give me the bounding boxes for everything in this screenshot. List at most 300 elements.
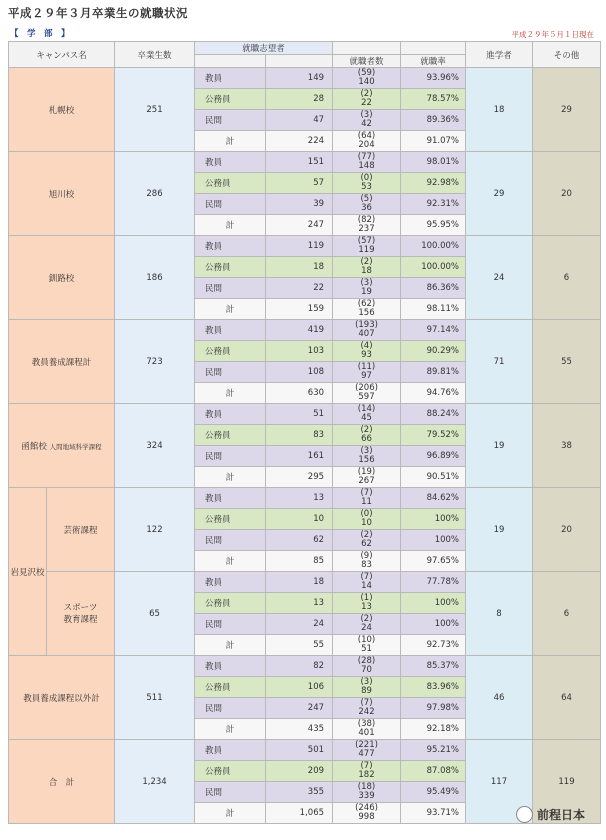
employed-sub-count: (1): [360, 593, 373, 603]
employment-rate: 92.18%: [401, 719, 466, 740]
employed-value: 339: [358, 791, 375, 801]
employed-cell: [333, 761, 401, 782]
employment-rate: 84.62%: [401, 488, 466, 509]
employment-rate: 100.00%: [401, 236, 466, 257]
header-applicants: 就職志望者: [195, 42, 333, 55]
type-label: [195, 362, 266, 383]
employed-cell: [333, 173, 401, 194]
employment-rate: 98.11%: [401, 299, 466, 320]
type-label: [195, 257, 266, 278]
type-label-text: 公務員: [205, 179, 231, 189]
campus-name-sub: 人間地域科学課程: [49, 442, 102, 451]
type-label-text: 公務員: [205, 431, 231, 441]
type-label-text: 民間: [205, 704, 223, 714]
advanced-count: 29: [466, 152, 533, 236]
employed-cell: [333, 467, 401, 488]
employed-sub-count: (5): [360, 194, 373, 204]
campus-name-iwamizawa: 岩見沢校: [9, 488, 47, 656]
employment-rate: 92.73%: [401, 635, 466, 656]
employed-sub-count: (38): [357, 719, 376, 729]
employed-cell: [333, 656, 401, 677]
table-row: [9, 656, 601, 677]
applicants-value: 501: [266, 740, 333, 761]
employed-sub-count: (2): [360, 614, 373, 624]
employed-sub-count: (19): [357, 467, 376, 477]
advanced-count: 24: [466, 236, 533, 320]
employed-sub-count: (7): [360, 698, 373, 708]
type-label: 計: [195, 467, 266, 488]
type-label: [195, 509, 266, 530]
employed-cell: [333, 257, 401, 278]
employment-rate: 85.37%: [401, 656, 466, 677]
applicants-value: 106: [266, 677, 333, 698]
employed-cell: [333, 509, 401, 530]
type-label: [195, 761, 266, 782]
other-count: 64: [533, 656, 601, 740]
header-advanced: 進学者: [466, 42, 533, 68]
type-label-text: 教員: [205, 74, 223, 84]
table-row: [9, 320, 601, 341]
employment-rate: 77.78%: [401, 572, 466, 593]
employed-sub-count: (206): [355, 383, 378, 393]
header-graduates: 卒業生数: [115, 42, 195, 68]
employed-value: 204: [358, 140, 375, 150]
employment-rate: 87.08%: [401, 761, 466, 782]
header-employed: 就職者数: [333, 55, 401, 68]
employed-sub-count: (3): [360, 110, 373, 120]
employed-cell: [333, 698, 401, 719]
type-label: 計: [195, 635, 266, 656]
campus-name-main: 函館校: [21, 441, 47, 452]
type-label: [195, 278, 266, 299]
advanced-count: 46: [466, 656, 533, 740]
type-label-text: 公務員: [205, 515, 231, 525]
type-label: 計: [195, 131, 266, 152]
employed-sub-count: (221): [355, 740, 378, 750]
employed-sub-count: (193): [355, 320, 378, 330]
type-label: [195, 236, 266, 257]
employed-cell: [333, 131, 401, 152]
employed-cell: [333, 152, 401, 173]
employed-value: 148: [358, 161, 375, 171]
employed-sub-count: (3): [360, 677, 373, 687]
type-label: [195, 446, 266, 467]
applicants-value: 119: [266, 236, 333, 257]
type-label: [195, 593, 266, 614]
page-title: 平成２９年３月卒業生の就職状況: [8, 6, 188, 20]
employed-value: 14: [361, 581, 372, 591]
applicants-value: 247: [266, 698, 333, 719]
course-name-line2: 教育課程: [63, 614, 98, 625]
employed-value: 156: [358, 308, 375, 318]
employed-cell: [333, 782, 401, 803]
employed-sub-count: (9): [360, 551, 373, 561]
other-count: 38: [533, 404, 601, 488]
header-rate: 就職率: [401, 55, 466, 68]
employment-rate: 100%: [401, 614, 466, 635]
campus-name: 教員養成課程計: [9, 320, 115, 404]
type-label: [195, 530, 266, 551]
employed-value: 597: [358, 392, 375, 402]
type-label-text: 公務員: [205, 263, 231, 273]
employed-value: 401: [358, 728, 375, 738]
advanced-count: 19: [466, 404, 533, 488]
type-label-text: 教員: [205, 242, 223, 252]
employed-sub-count: (64): [357, 131, 376, 141]
employment-rate: 100.00%: [401, 257, 466, 278]
employed-sub-count: (82): [357, 215, 376, 225]
employment-rate: 97.98%: [401, 698, 466, 719]
graduates-count: 511: [115, 656, 195, 740]
applicants-value: 247: [266, 215, 333, 236]
graduates-count: 65: [115, 572, 195, 656]
campus-name: 教員養成課程以外計: [9, 656, 115, 740]
as-of-date: 平成２９年５月１日現在: [511, 30, 594, 39]
employed-sub-count: (2): [360, 257, 373, 267]
employment-rate: 100%: [401, 509, 466, 530]
employment-rate: 91.07%: [401, 131, 466, 152]
employed-sub-count: (246): [355, 803, 378, 813]
employment-table: [8, 41, 601, 824]
employment-rate: 78.57%: [401, 89, 466, 110]
employed-value: 53: [361, 182, 372, 192]
type-label-text: 教員: [205, 410, 223, 420]
applicants-value: 83: [266, 425, 333, 446]
employment-rate: 89.81%: [401, 362, 466, 383]
employment-rate: 93.71%: [401, 803, 466, 824]
type-label: [195, 656, 266, 677]
applicants-value: 630: [266, 383, 333, 404]
type-label: [195, 614, 266, 635]
employed-value: 477: [358, 749, 375, 759]
applicants-value: 355: [266, 782, 333, 803]
other-count: 119: [533, 740, 601, 824]
applicants-value: 85: [266, 551, 333, 572]
employed-value: 66: [361, 434, 372, 444]
applicants-value: 1,065: [266, 803, 333, 824]
employed-value: 11: [361, 497, 372, 507]
employed-value: 156: [358, 455, 375, 465]
employment-rate: 86.36%: [401, 278, 466, 299]
employed-sub-count: (3): [360, 446, 373, 456]
employed-sub-count: (7): [360, 488, 373, 498]
campus-name: 合 計: [9, 740, 115, 824]
type-label: [195, 572, 266, 593]
employed-sub-count: (2): [360, 530, 373, 540]
applicants-value: 108: [266, 362, 333, 383]
campus-name: 旭川校: [9, 152, 115, 236]
type-label: [195, 677, 266, 698]
header-campus: キャンパス名: [9, 42, 115, 68]
campus-name: 釧路校: [9, 236, 115, 320]
applicants-value: 22: [266, 278, 333, 299]
employed-value: 93: [361, 350, 372, 360]
applicants-value: 28: [266, 89, 333, 110]
employed-value: 10: [361, 518, 372, 528]
applicants-value: 57: [266, 173, 333, 194]
employed-sub-count: (62): [357, 299, 376, 309]
type-label-text: 民間: [205, 452, 223, 462]
employed-cell: [333, 425, 401, 446]
applicants-value: 47: [266, 110, 333, 131]
employed-cell: [333, 68, 401, 89]
employed-value: 13: [361, 602, 372, 612]
employment-rate: 98.01%: [401, 152, 466, 173]
type-label-text: 教員: [205, 746, 223, 756]
employed-sub-count: (3): [360, 278, 373, 288]
type-label: 計: [195, 215, 266, 236]
employed-value: 119: [358, 245, 375, 255]
type-label: 計: [195, 299, 266, 320]
wechat-icon: [516, 806, 533, 823]
graduates-count: 723: [115, 320, 195, 404]
employed-cell: [333, 404, 401, 425]
employed-value: 70: [361, 665, 372, 675]
applicants-value: 419: [266, 320, 333, 341]
header-other: その他: [533, 42, 601, 68]
employed-value: 407: [358, 329, 375, 339]
type-label: [195, 782, 266, 803]
employment-rate: 79.52%: [401, 425, 466, 446]
employment-rate: 93.96%: [401, 68, 466, 89]
employed-cell: [333, 572, 401, 593]
type-label: 計: [195, 803, 266, 824]
employed-cell: [333, 89, 401, 110]
graduates-count: 1,234: [115, 740, 195, 824]
advanced-count: 71: [466, 320, 533, 404]
applicants-value: 209: [266, 761, 333, 782]
type-label: [195, 152, 266, 173]
type-label-text: 民間: [205, 788, 223, 798]
table-row: [9, 404, 601, 425]
graduates-count: 186: [115, 236, 195, 320]
table-row: [9, 68, 601, 89]
employed-value: 242: [358, 707, 375, 717]
applicants-value: 13: [266, 488, 333, 509]
type-label: [195, 320, 266, 341]
applicants-value: 10: [266, 509, 333, 530]
applicants-value: 18: [266, 257, 333, 278]
type-label-text: 教員: [205, 158, 223, 168]
type-label-text: 教員: [205, 326, 223, 336]
type-label: 計: [195, 719, 266, 740]
applicants-value: 159: [266, 299, 333, 320]
employed-cell: [333, 635, 401, 656]
employed-value: 36: [361, 203, 372, 213]
employment-rate: 95.95%: [401, 215, 466, 236]
employed-cell: [333, 278, 401, 299]
type-label: [195, 425, 266, 446]
employment-rate: 89.36%: [401, 110, 466, 131]
employed-sub-count: (57): [357, 236, 376, 246]
type-label-text: 公務員: [205, 599, 231, 609]
employment-rate: 100%: [401, 530, 466, 551]
employed-sub-count: (7): [360, 761, 373, 771]
applicants-value: 62: [266, 530, 333, 551]
applicants-value: 161: [266, 446, 333, 467]
employed-cell: [333, 593, 401, 614]
employment-rate: 90.51%: [401, 467, 466, 488]
employed-cell: [333, 341, 401, 362]
course-name: [47, 572, 115, 656]
applicants-value: 103: [266, 341, 333, 362]
employment-rate: 92.98%: [401, 173, 466, 194]
employed-sub-count: (0): [360, 509, 373, 519]
other-count: 6: [533, 572, 601, 656]
employed-value: 18: [361, 266, 372, 276]
employment-rate: 95.21%: [401, 740, 466, 761]
employed-value: 42: [361, 119, 372, 129]
type-label-text: 公務員: [205, 347, 231, 357]
employed-value: 62: [361, 539, 372, 549]
applicants-value: 82: [266, 656, 333, 677]
advanced-count: 117: [466, 740, 533, 824]
employed-cell: [333, 446, 401, 467]
employed-sub-count: (0): [360, 173, 373, 183]
employment-rate: 92.31%: [401, 194, 466, 215]
employed-sub-count: (18): [357, 782, 376, 792]
employed-value: 267: [358, 476, 375, 486]
type-label: [195, 89, 266, 110]
table-row: [9, 152, 601, 173]
employed-sub-count: (10): [357, 635, 376, 645]
advanced-count: 8: [466, 572, 533, 656]
campus-name: 札幌校: [9, 68, 115, 152]
course-name-line1: スポーツ: [63, 602, 98, 613]
applicants-value: 39: [266, 194, 333, 215]
employed-sub-count: (28): [357, 656, 376, 666]
section-label: 【 学 部 】: [10, 29, 70, 39]
type-label: [195, 488, 266, 509]
type-label-text: 民間: [205, 368, 223, 378]
type-label-text: 公務員: [205, 767, 231, 777]
employed-sub-count: (14): [357, 404, 376, 414]
applicants-value: 51: [266, 404, 333, 425]
type-label-text: 民間: [205, 200, 223, 210]
employed-value: 45: [361, 413, 372, 423]
applicants-value: 18: [266, 572, 333, 593]
graduates-count: 251: [115, 68, 195, 152]
employed-value: 237: [358, 224, 375, 234]
type-label-text: 民間: [205, 116, 223, 126]
employed-cell: [333, 803, 401, 824]
employment-rate: 88.24%: [401, 404, 466, 425]
employed-value: 83: [361, 560, 372, 570]
employed-value: 140: [358, 77, 375, 87]
employed-value: 19: [361, 287, 372, 297]
type-label: [195, 110, 266, 131]
type-label-text: 教員: [205, 494, 223, 504]
employed-value: 22: [361, 98, 372, 108]
other-count: 55: [533, 320, 601, 404]
type-label-text: 教員: [205, 578, 223, 588]
graduates-count: 324: [115, 404, 195, 488]
employed-cell: [333, 215, 401, 236]
type-label: [195, 194, 266, 215]
watermark: [516, 806, 585, 823]
type-label-text: 民間: [205, 284, 223, 294]
employed-value: 24: [361, 623, 372, 633]
applicants-value: 224: [266, 131, 333, 152]
employed-sub-count: (77): [357, 152, 376, 162]
applicants-value: 149: [266, 68, 333, 89]
employed-cell: [333, 740, 401, 761]
type-label: 計: [195, 551, 266, 572]
employment-rate: 100%: [401, 593, 466, 614]
applicants-value: 295: [266, 467, 333, 488]
employed-cell: [333, 299, 401, 320]
employed-value: 89: [361, 686, 372, 696]
employment-rate: 95.49%: [401, 782, 466, 803]
type-label: [195, 740, 266, 761]
employed-cell: [333, 236, 401, 257]
type-label-text: 民間: [205, 536, 223, 546]
graduates-count: 286: [115, 152, 195, 236]
employment-rate: 97.65%: [401, 551, 466, 572]
other-count: 20: [533, 488, 601, 572]
employed-value: 182: [358, 770, 375, 780]
table-row: [9, 488, 601, 509]
other-count: 20: [533, 152, 601, 236]
other-count: 29: [533, 68, 601, 152]
campus-name: [9, 404, 115, 488]
applicants-value: 13: [266, 593, 333, 614]
employed-sub-count: (7): [360, 572, 373, 582]
type-label: [195, 173, 266, 194]
applicants-value: 24: [266, 614, 333, 635]
employed-value: 51: [361, 644, 372, 654]
course-name: 芸術課程: [47, 488, 115, 572]
employed-cell: [333, 383, 401, 404]
employed-value: 998: [358, 812, 375, 822]
applicants-value: 435: [266, 719, 333, 740]
employed-sub-count: (59): [357, 68, 376, 78]
employed-cell: [333, 551, 401, 572]
type-label: [195, 68, 266, 89]
advanced-count: 19: [466, 488, 533, 572]
table-row: [9, 572, 601, 593]
watermark-text: 前程日本: [537, 808, 586, 822]
table-row: [9, 236, 601, 257]
type-label: [195, 404, 266, 425]
applicants-value: 55: [266, 635, 333, 656]
employment-rate: 83.96%: [401, 677, 466, 698]
employment-rate: 96.89%: [401, 446, 466, 467]
employed-cell: [333, 110, 401, 131]
other-count: 6: [533, 236, 601, 320]
applicants-value: 151: [266, 152, 333, 173]
type-label: 計: [195, 383, 266, 404]
type-label-text: 民間: [205, 620, 223, 630]
type-label-text: 公務員: [205, 95, 231, 105]
advanced-count: 18: [466, 68, 533, 152]
employment-rate: 94.76%: [401, 383, 466, 404]
type-label-text: 教員: [205, 662, 223, 672]
employed-sub-count: (11): [357, 362, 376, 372]
type-label-text: 公務員: [205, 683, 231, 693]
employed-cell: [333, 530, 401, 551]
employed-cell: [333, 362, 401, 383]
employed-cell: [333, 194, 401, 215]
employed-cell: [333, 614, 401, 635]
type-label: [195, 341, 266, 362]
employed-cell: [333, 320, 401, 341]
employment-rate: 97.14%: [401, 320, 466, 341]
employed-sub-count: (4): [360, 341, 373, 351]
table-row: [9, 740, 601, 761]
employed-cell: [333, 677, 401, 698]
employed-value: 97: [361, 371, 372, 381]
